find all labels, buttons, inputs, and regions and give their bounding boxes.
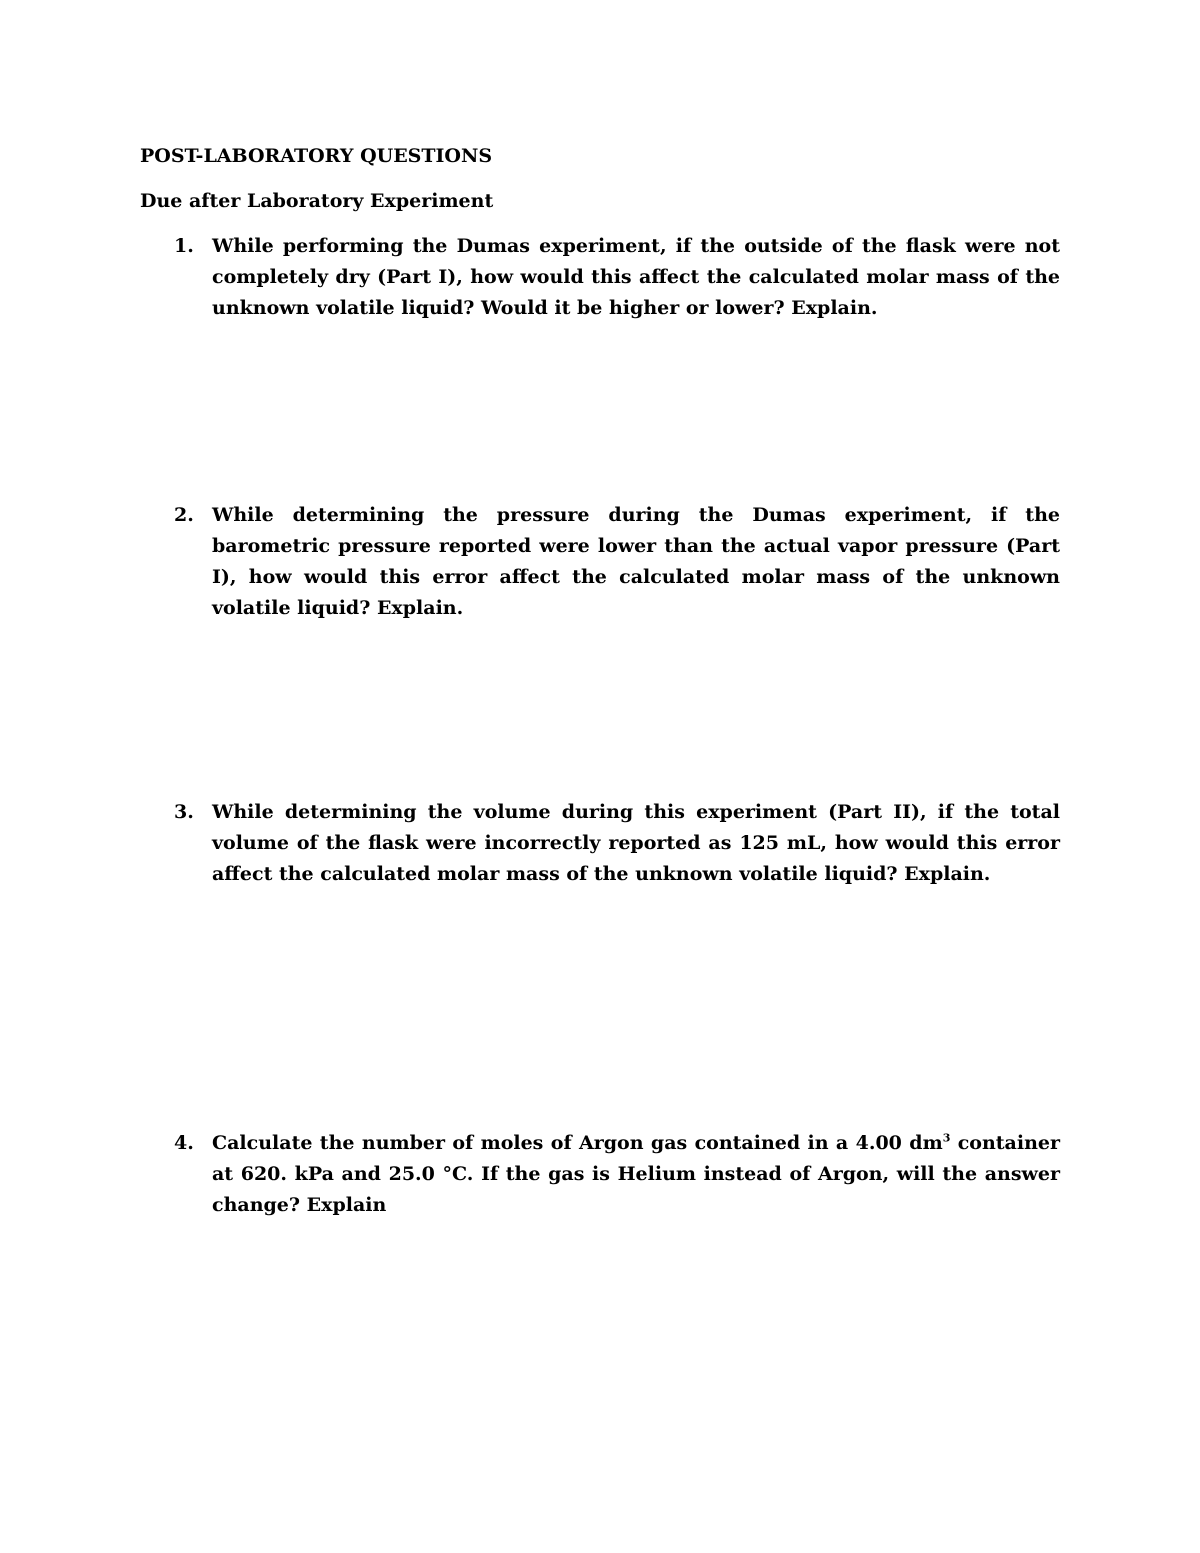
question-text: While determining the pressure during the Dumas experiment, if the barometric pressure reported were lower than the actual vapor pressure (Part I), how would this error affect the calculated molar mass of the unknown volatile liquid? Explain. (212, 504, 1060, 619)
page-title: POST-LABORATORY QUESTIONS (140, 145, 493, 167)
question-text: While determining the volume during this experiment (Part II), if the total volume of the flask were incorrectly reported as 125 mL, how would this error affect the calculated molar mass of the unknown volatile liquid? Explain. (212, 801, 1060, 885)
question-text: While performing the Dumas experiment, if the outside of the flask were not completely dry (Part I), how would this affect the calculated molar mass of the unknown volatile liquid? Would it be higher or lower? Explain. (212, 235, 1060, 319)
page-subtitle: Due after Laboratory Experiment (140, 190, 494, 212)
question-number: 1. (174, 235, 194, 257)
question-number: 2. (174, 504, 194, 526)
question-number: 3. (174, 801, 194, 823)
superscript-exponent: 3 (942, 1131, 951, 1145)
question-text (212, 1128, 1060, 1221)
question-text-part: container at 620. kPa and 25.0 °C. If the gas is Helium instead of Argon, will the answer change? Explain (212, 1132, 1061, 1216)
question-number: 4. (174, 1132, 194, 1154)
question-text-part: Calculate the number of moles of Argon gas contained in a 4.00 dm (212, 1132, 943, 1154)
